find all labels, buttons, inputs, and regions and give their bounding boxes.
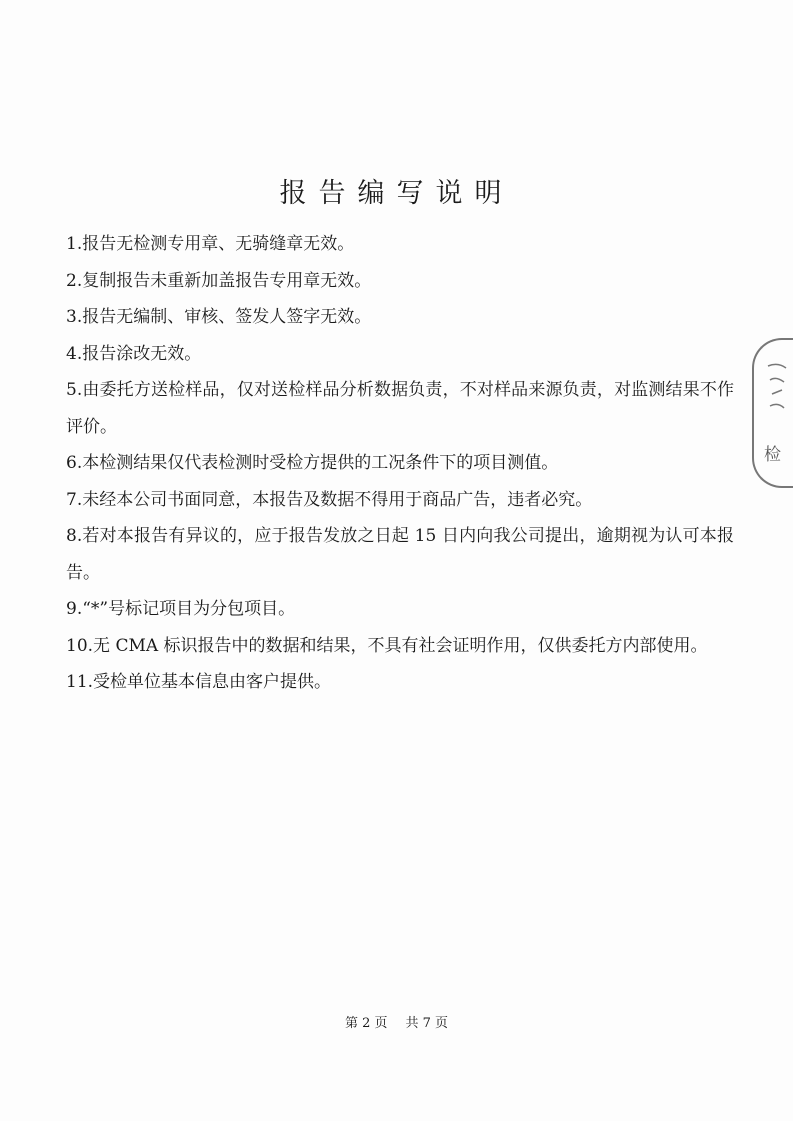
clause-item: 11.受检单位基本信息由客户提供。 [66,672,332,692]
clause-item: 5.由委托方送检样品，仅对送检样品分析数据负责，不对样品来源负责，对监测结果不作评价。 [66,380,734,437]
clause-item: 4.报告涂改无效。 [66,343,202,364]
clause-item: 9.“*”号标记项目为分包项目。 [66,599,296,619]
clause-item: 8.若对本报告有异议的，应于报告发放之日起 15 日内向我公司提出，逾期视为认可本报告。 [66,526,734,583]
clause-item: 3.报告无编制、审核、签发人签字无效。 [66,307,372,327]
seal-mark-icon [764,360,790,430]
seal-char: 检 [764,445,781,465]
clause-item: 2.复制报告未重新加盖报告专用章无效。 [66,270,372,291]
clause-item: 7.未经本公司书面同意，本报告及数据不得用于商品广告，违者必究。 [66,489,593,510]
page-number: 第 2 页 [344,1016,388,1031]
clause-list [66,226,734,701]
clause-item: 10.无 CMA 标识报告中的数据和结果，不具有社会证明作用，仅供委托方内部使用。 [66,635,708,656]
page-title: 报告编写说明 [279,178,514,209]
page-footer [0,1014,793,1034]
clause-item: 1.报告无检测专用章、无骑缝章无效。 [66,234,355,254]
page-total: 共 7 页 [405,1016,449,1031]
clause-item: 6.本检测结果仅代表检测时受检方提供的工况条件下的项目测值。 [66,453,559,473]
